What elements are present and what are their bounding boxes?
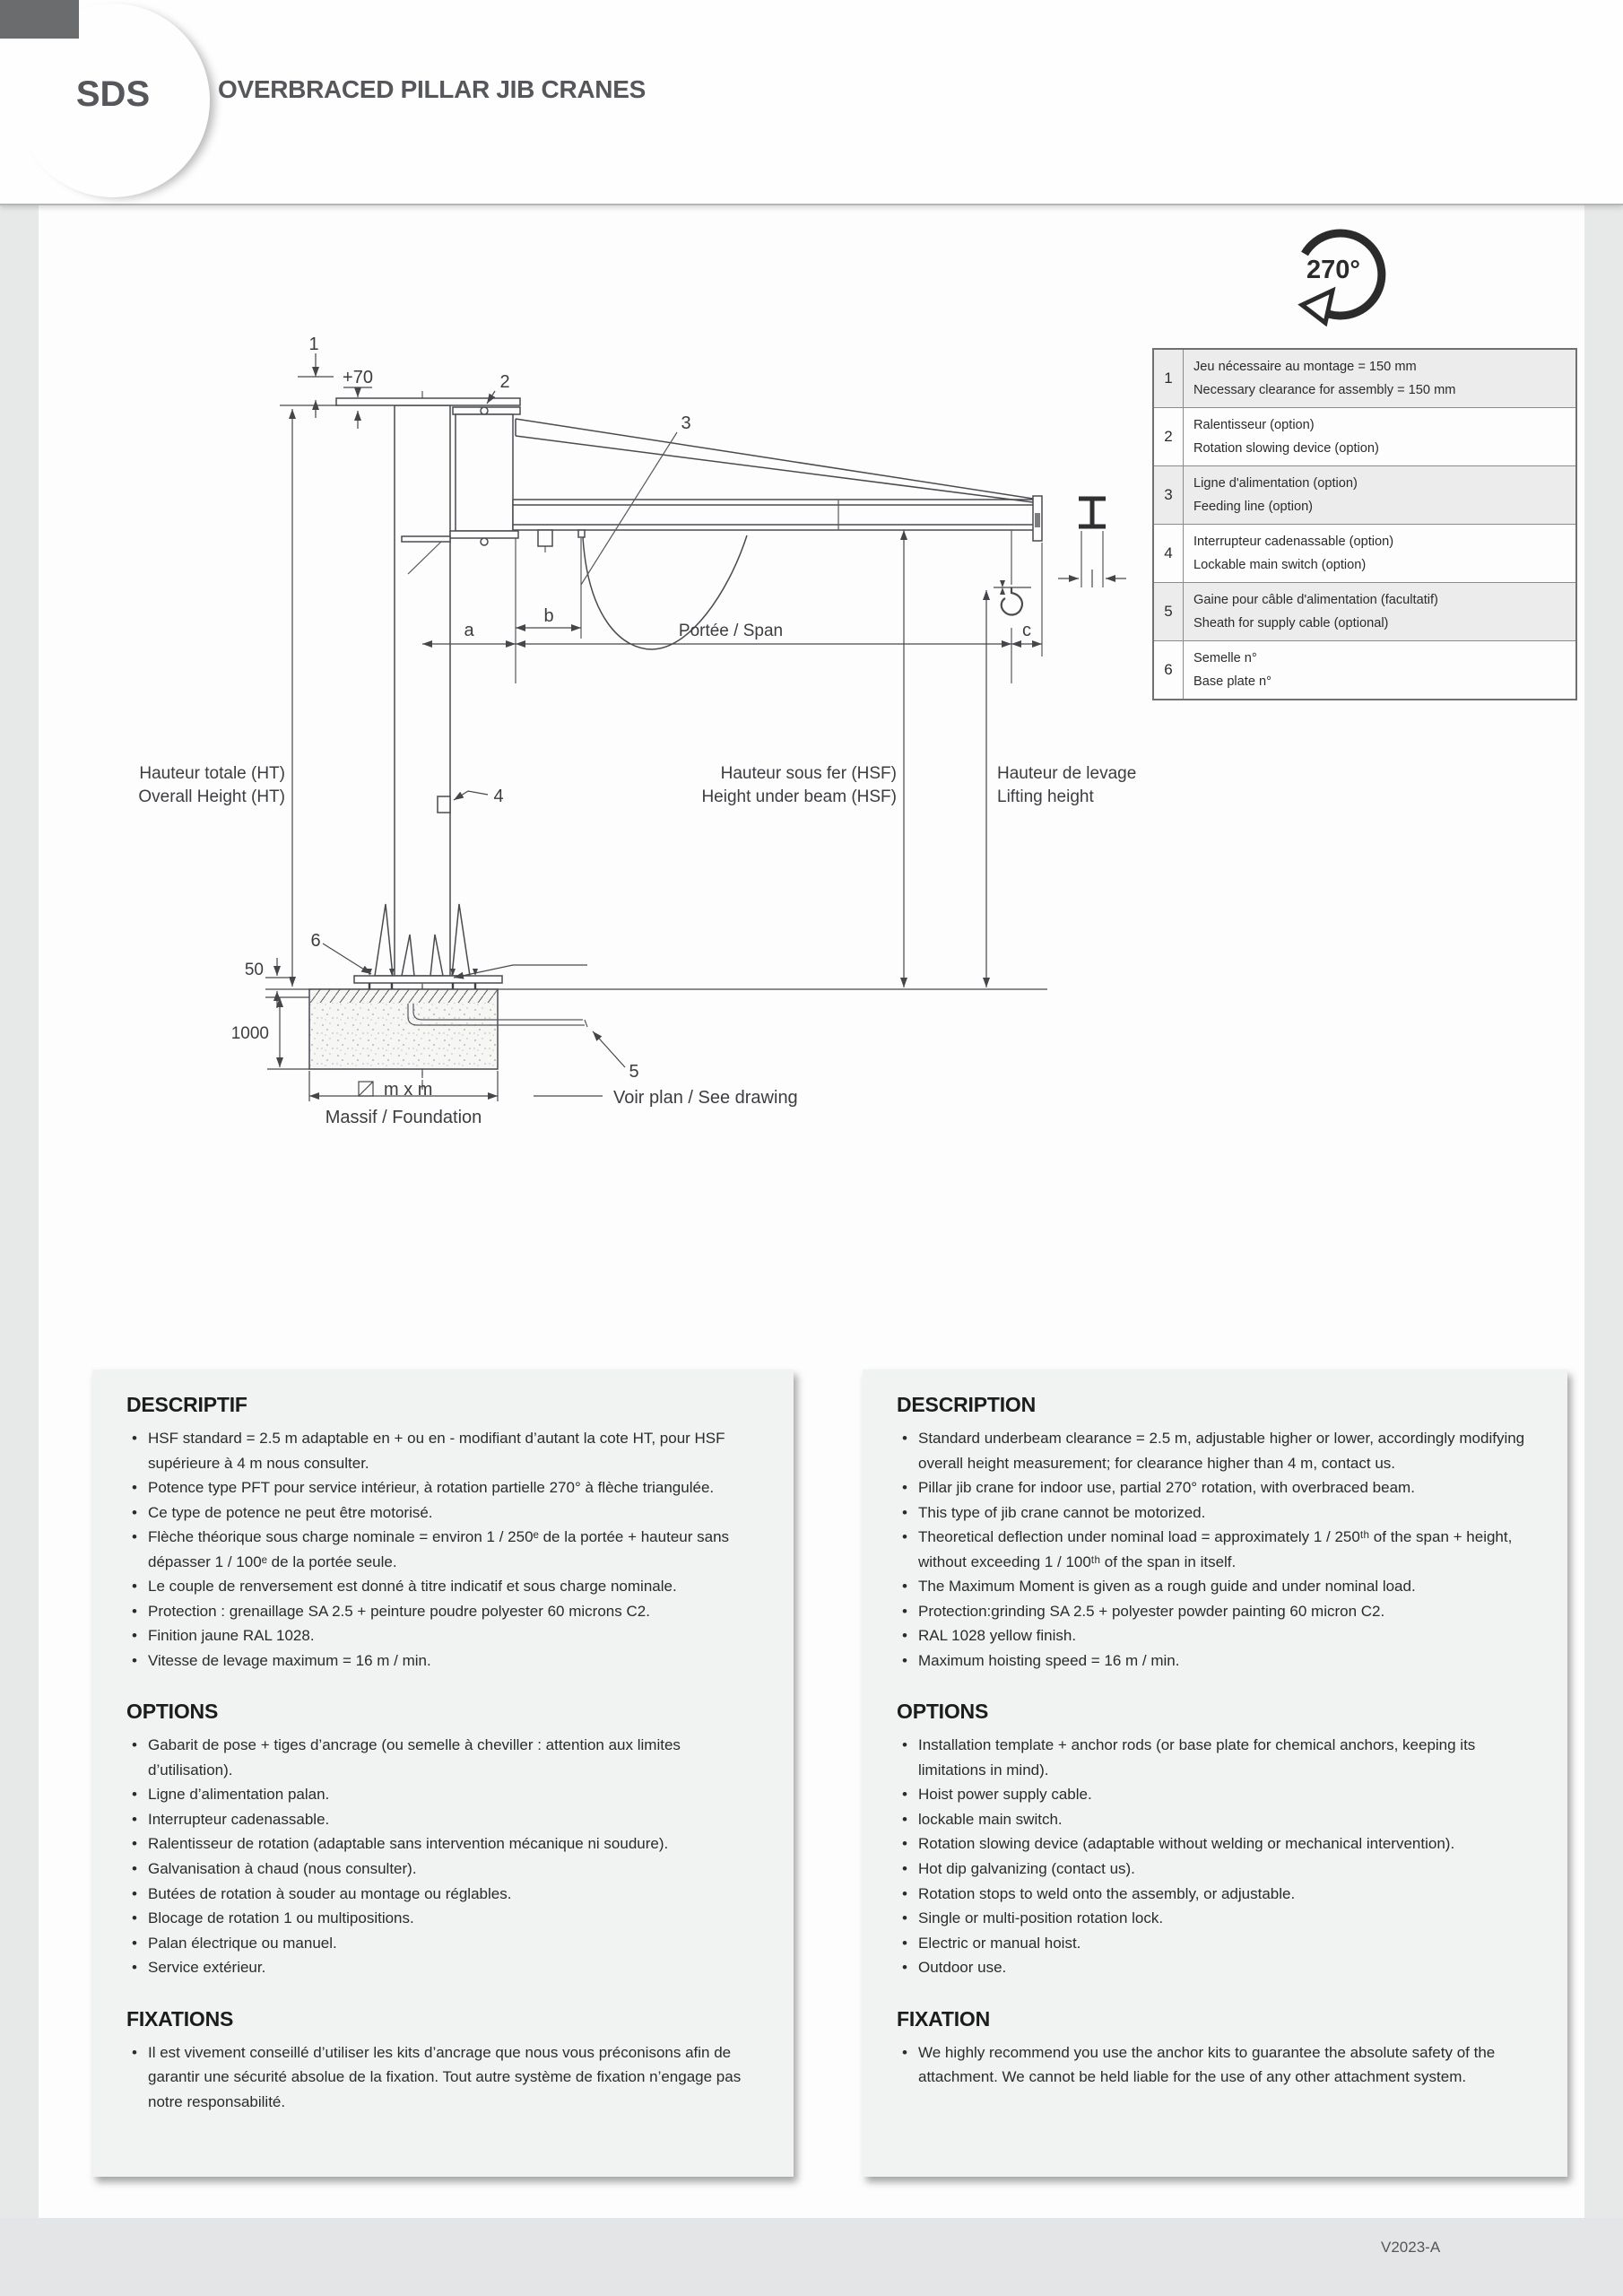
list-item: • Potence type PFT pour service intérieur, à rotation partielle 270° à flèche triangulée. xyxy=(126,1475,759,1500)
page-title: OVERBRACED PILLAR JIB CRANES xyxy=(218,75,646,103)
list-item: • Ligne d’alimentation palan. xyxy=(126,1782,759,1807)
list-item: • Gabarit de pose + tiges d’ancrage (ou semelle à cheviller : attention aux limites d’utilisation). xyxy=(126,1733,759,1782)
list-item: • Le couple de renversement est donné à titre indicatif et sous charge nominale. xyxy=(126,1574,759,1599)
list-item: • This type of jib crane cannot be motorized. xyxy=(897,1500,1533,1526)
fixation-list xyxy=(897,2040,1533,2090)
legend-text-fr: Jeu nécessaire au montage = 150 mm xyxy=(1193,359,1417,374)
list-item: • Service extérieur. xyxy=(126,1955,759,1980)
foundation-size-label: m x m xyxy=(384,1080,433,1100)
list-item: • Hot dip galvanizing (contact us). xyxy=(897,1857,1533,1882)
beam-section-symbol xyxy=(1058,499,1126,587)
list-item: • Blocage de rotation 1 ou multipositions. xyxy=(126,1906,759,1931)
dim-1000-label: 1000 xyxy=(230,1024,269,1043)
dim-c-label: c xyxy=(1022,621,1031,640)
callout-5-label: 5 xyxy=(629,1062,639,1082)
dim-b-label: b xyxy=(543,606,554,626)
list-item: • Interrupteur cadenassable. xyxy=(126,1807,759,1832)
callout-2-label: 2 xyxy=(499,372,510,392)
list-item: • Rotation slowing device (adaptable without welding or mechanical intervention). xyxy=(897,1831,1533,1857)
see-drawing-label: Voir plan / See drawing xyxy=(613,1088,798,1108)
list-item: • Single or multi-position rotation lock. xyxy=(897,1906,1533,1931)
list-item: • lockable main switch. xyxy=(897,1807,1533,1832)
list-item: • Outdoor use. xyxy=(897,1955,1533,1980)
legend-number: 4 xyxy=(1154,525,1184,582)
legend-text-fr: Interrupteur cadenassable (option) xyxy=(1193,534,1394,549)
descriptif-list xyxy=(126,1426,759,1673)
list-item: • Hoist power supply cable. xyxy=(897,1782,1533,1807)
list-item: • RAL 1028 yellow finish. xyxy=(897,1623,1533,1648)
page-footer xyxy=(0,2218,1623,2296)
options-en-list xyxy=(897,1733,1533,1979)
options-fr-list xyxy=(126,1733,759,1979)
under-beam-fr-label: Hauteur sous fer (HSF) xyxy=(720,764,897,783)
legend-text-en: Necessary clearance for assembly = 150 mm xyxy=(1193,382,1456,397)
callout-3-label: 3 xyxy=(681,413,691,433)
list-item: • Flèche théorique sous charge nominale = environ 1 / 250ᵉ de la portée + hauteur sans dépasser 1 / 100ᵉ de la portée seule. xyxy=(126,1525,759,1574)
list-item: • We highly recommend you use the anchor kits to guarantee the absolute safety of the attachment. We cannot be held liable for the use of any other attachment system. xyxy=(897,2040,1533,2090)
fixations-title: FIXATIONS xyxy=(126,2006,234,2031)
legend-text-en: Rotation slowing device (option) xyxy=(1193,440,1379,456)
list-item: • Ce type de potence ne peut être motorisé. xyxy=(126,1500,759,1526)
list-item: • Butées de rotation à souder au montage ou réglables. xyxy=(126,1882,759,1907)
list-item: • Finition jaune RAL 1028. xyxy=(126,1623,759,1648)
hook-assembly xyxy=(994,530,1031,614)
legend-number: 5 xyxy=(1154,583,1184,640)
description-list xyxy=(897,1426,1533,1673)
options-en-title: OPTIONS xyxy=(897,1700,989,1724)
base-and-foundation xyxy=(265,904,1047,1088)
plus70-label: +70 xyxy=(343,368,373,387)
overall-height-fr-label: Hauteur totale (HT) xyxy=(139,764,285,783)
callout-1-label: 1 xyxy=(308,335,319,354)
legend-text-en: Lockable main switch (option) xyxy=(1193,557,1367,572)
list-item: • Vitesse de levage maximum = 16 m / min. xyxy=(126,1648,759,1674)
legend-text-en: Base plate n° xyxy=(1193,674,1271,689)
list-item: • Galvanisation à chaud (nous consulter). xyxy=(126,1857,759,1882)
rotation-angle-label: 270° xyxy=(1306,256,1360,284)
callout-6-label: 6 xyxy=(310,931,321,951)
list-item: • Standard underbeam clearance = 2.5 m, adjustable higher or lower, accordingly modifying overall height measurement; for clearance higher than 4 m, contact us. xyxy=(897,1426,1533,1475)
legend-text-en: Feeding line (option) xyxy=(1193,499,1314,514)
description-title: DESCRIPTION xyxy=(897,1393,1036,1416)
under-beam-en-label: Height under beam (HSF) xyxy=(701,787,897,806)
foundation-name-label: Massif / Foundation xyxy=(325,1108,482,1127)
legend-text-fr: Ligne d'alimentation (option) xyxy=(1193,475,1358,491)
list-item: • Rotation stops to weld onto the assembly, or adjustable. xyxy=(897,1882,1533,1907)
legend-number: 3 xyxy=(1154,466,1184,524)
list-item: • Maximum hoisting speed = 16 m / min. xyxy=(897,1648,1533,1674)
panel-english xyxy=(863,1370,1567,2177)
legend-number: 2 xyxy=(1154,408,1184,465)
lifting-height-en-label: Lifting height xyxy=(997,787,1094,806)
legend-text-fr: Gaine pour câble d'alimentation (facultatif) xyxy=(1193,592,1438,607)
list-item: • HSF standard = 2.5 m adaptable en + ou en - modifiant d’autant la cote HT, pour HSF supérieure à 4 m nous consulter. xyxy=(126,1426,759,1475)
pillar-structure xyxy=(336,391,520,1090)
legend-text-en: Sheath for supply cable (optional) xyxy=(1193,615,1389,631)
list-item: • Installation template + anchor rods (or base plate for chemical anchors, keeping its limitations in mind). xyxy=(897,1733,1533,1782)
dim-a-label: a xyxy=(464,621,474,640)
page-header xyxy=(0,0,1623,205)
dim-50-label: 50 xyxy=(244,961,264,979)
lifting-height-fr-label: Hauteur de levage xyxy=(997,764,1137,783)
legend-number: 1 xyxy=(1154,350,1184,407)
crane-technical-drawing xyxy=(0,206,1623,1166)
legend-text-fr: Semelle n° xyxy=(1193,650,1257,665)
list-item: • Ralentisseur de rotation (adaptable sans intervention mécanique ni soudure). xyxy=(126,1831,759,1857)
list-item: • Protection:grinding SA 2.5 + polyester powder painting 60 micron C2. xyxy=(897,1599,1533,1624)
fixation-title: FIXATION xyxy=(897,2006,991,2031)
panel-french xyxy=(92,1370,794,2177)
legend-number: 6 xyxy=(1154,641,1184,699)
fixations-list xyxy=(126,2040,759,2115)
corner-accent xyxy=(0,0,79,39)
brand-logo-text: SDS xyxy=(75,74,151,114)
list-item: • The Maximum Moment is given as a rough guide and under nominal load. xyxy=(897,1574,1533,1599)
overall-height-en-label: Overall Height (HT) xyxy=(138,787,285,806)
legend-text-fr: Ralentisseur (option) xyxy=(1193,417,1315,432)
list-item: • Protection : grenaillage SA 2.5 + peinture poudre polyester 60 microns C2. xyxy=(126,1599,759,1624)
span-label: Portée / Span xyxy=(678,622,784,640)
options-fr-title: OPTIONS xyxy=(126,1700,219,1724)
list-item: • Electric or manual hoist. xyxy=(897,1931,1533,1956)
descriptif-title: DESCRIPTIF xyxy=(126,1393,247,1416)
list-item: • Il est vivement conseillé d’utiliser les kits d’ancrage que nous vous préconisons afin de garantir une sécurité absolue de la fixation. Tout autre système de fixation n’engage pas notre responsabilité. xyxy=(126,2040,759,2115)
overbrace-tie xyxy=(516,419,1033,502)
list-item: • Pillar jib crane for indoor use, partial 270° rotation, with overbraced beam. xyxy=(897,1475,1533,1500)
version-stamp: V2023-A xyxy=(1381,2239,1441,2256)
hook-icon xyxy=(1002,587,1022,614)
list-item: • Theoretical deflection under nominal load = approximately 1 / 250ᵗʰ of the span + height, without exceeding 1 / 100ᵗʰ of the span in itself. xyxy=(897,1525,1533,1574)
callout-4-label: 4 xyxy=(493,787,504,806)
jib-beam xyxy=(513,419,1042,649)
list-item: • Palan électrique ou manuel. xyxy=(126,1931,759,1956)
